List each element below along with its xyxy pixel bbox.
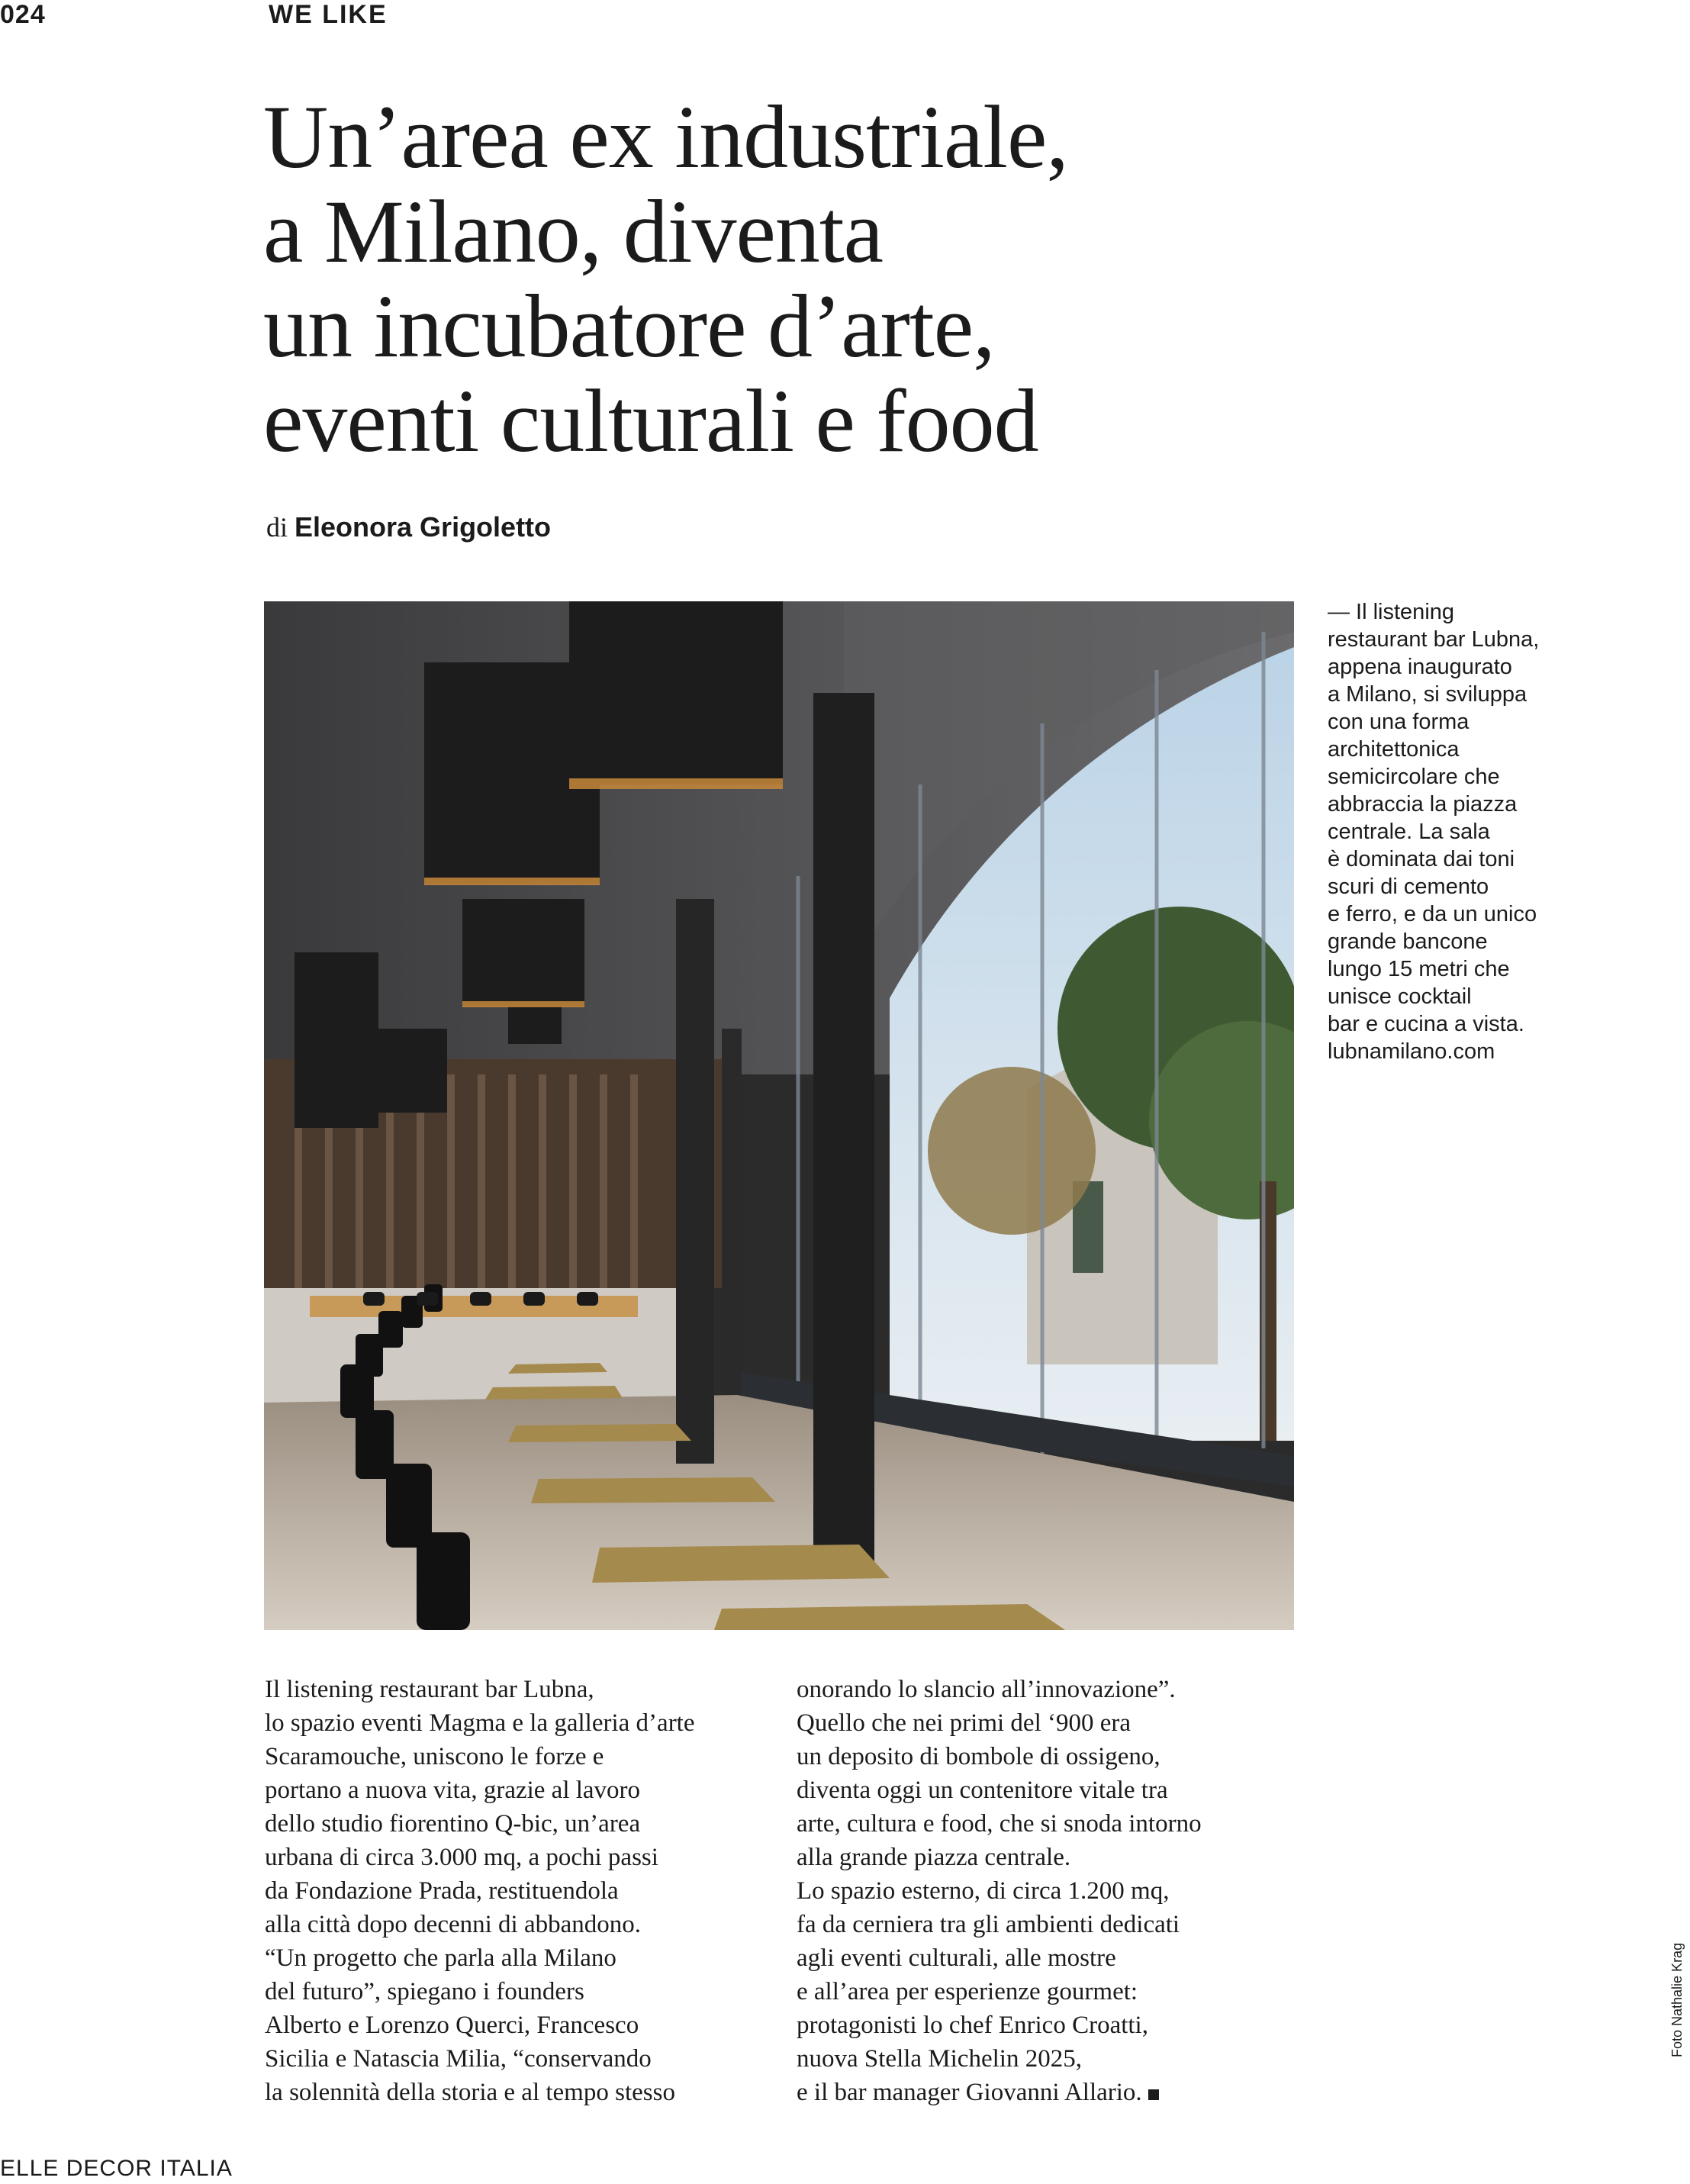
body-line: la solennità della storia e al tempo stesso xyxy=(265,2079,675,2106)
body-line: da Fondazione Prada, restituendola xyxy=(265,1877,619,1905)
headline xyxy=(263,87,1255,471)
body-line: alla città dopo decenni di abbandono. xyxy=(265,1911,642,1938)
byline xyxy=(266,511,551,543)
caption-line: bar e cucina a vista. xyxy=(1328,1012,1524,1036)
byline-prefix: di xyxy=(266,512,288,543)
caption-url: lubnamilano.com xyxy=(1328,1039,1495,1064)
body-line: protagonisti lo chef Enrico Croatti, xyxy=(797,2012,1148,2039)
photo-credit: Foto Nathalie Krag xyxy=(1669,1942,1685,2057)
caption-line: e ferro, e da un unico xyxy=(1328,902,1537,926)
body-line: nuova Stella Michelin 2025, xyxy=(797,2045,1082,2073)
photo-caption xyxy=(1328,598,1579,1065)
caption-line: grande bancone xyxy=(1328,929,1488,954)
caption-line: architettonica xyxy=(1328,737,1460,762)
caption-line: — Il listening xyxy=(1328,600,1455,624)
body-line: Alberto e Lorenzo Querci, Francesco xyxy=(265,2012,639,2039)
body-line: Il listening restaurant bar Lubna, xyxy=(265,1676,594,1703)
body-line: fa da cerniera tra gli ambienti dedicati xyxy=(797,1911,1180,1938)
body-line: dello studio fiorentino Q-bic, un’area xyxy=(265,1810,641,1838)
body-line: lo spazio eventi Magma e la galleria d’arte xyxy=(265,1709,695,1737)
caption-line: centrale. La sala xyxy=(1328,820,1490,844)
caption-line: è dominata dai toni xyxy=(1328,847,1515,871)
restaurant-interior-photo xyxy=(264,601,1294,1630)
body-line: diventa oggi un contenitore vitale tra xyxy=(797,1777,1168,1804)
caption-line: scuri di cemento xyxy=(1328,875,1489,899)
caption-line: lungo 15 metri che xyxy=(1328,957,1510,981)
caption-line: appena inaugurato xyxy=(1328,655,1512,679)
body-line-last xyxy=(797,2076,1300,2109)
body-column-1 xyxy=(265,1673,768,2109)
body-line: del futuro”, spiegano i founders xyxy=(265,1978,584,2005)
body-line-text: e il bar manager Giovanni Allario. xyxy=(797,2079,1142,2106)
publication-name: ELLE DECOR ITALIA xyxy=(0,2156,233,2181)
page-number: 024 xyxy=(0,0,46,29)
body-line: Lo spazio esterno, di circa 1.200 mq, xyxy=(797,1877,1170,1905)
body-line: onorando lo slancio all’innovazione”. xyxy=(797,1676,1176,1703)
headline-line: eventi culturali e food xyxy=(263,371,1038,471)
byline-author: Eleonora Grigoletto xyxy=(295,511,552,543)
body-line: e all’area per esperienze gourmet: xyxy=(797,1978,1138,2005)
caption-line: con una forma xyxy=(1328,710,1469,734)
body-line: urbana di circa 3.000 mq, a pochi passi xyxy=(265,1844,658,1871)
body-line: portano a nuova vita, grazie al lavoro xyxy=(265,1777,641,1804)
body-line: un deposito di bombole di ossigeno, xyxy=(797,1743,1160,1770)
headline-line: un incubatore d’arte, xyxy=(263,276,995,376)
caption-line: a Milano, si sviluppa xyxy=(1328,682,1527,707)
body-line: Sicilia e Natascia Milia, “conservando xyxy=(265,2045,652,2073)
body-line: Scaramouche, uniscono le forze e xyxy=(265,1743,604,1770)
section-label: WE LIKE xyxy=(269,0,388,29)
caption-line: restaurant bar Lubna, xyxy=(1328,627,1540,652)
caption-line: abbraccia la piazza xyxy=(1328,792,1518,817)
body-line: agli eventi culturali, alle mostre xyxy=(797,1944,1116,1972)
body-line: Quello che nei primi del ‘900 era xyxy=(797,1709,1131,1737)
headline-line: a Milano, diventa xyxy=(263,182,884,282)
body-column-2 xyxy=(797,1673,1300,2109)
body-line: alla grande piazza centrale. xyxy=(797,1844,1071,1871)
body-line: “Un progetto che parla alla Milano xyxy=(265,1944,616,1972)
end-mark-icon xyxy=(1148,2089,1159,2100)
caption-line: unisce cocktail xyxy=(1328,984,1472,1009)
caption-line: semicircolare che xyxy=(1328,765,1500,789)
photo-illustration xyxy=(264,601,1294,1630)
body-line: arte, cultura e food, che si snoda intorno xyxy=(797,1810,1202,1838)
headline-line: Un’area ex industriale, xyxy=(263,87,1068,187)
